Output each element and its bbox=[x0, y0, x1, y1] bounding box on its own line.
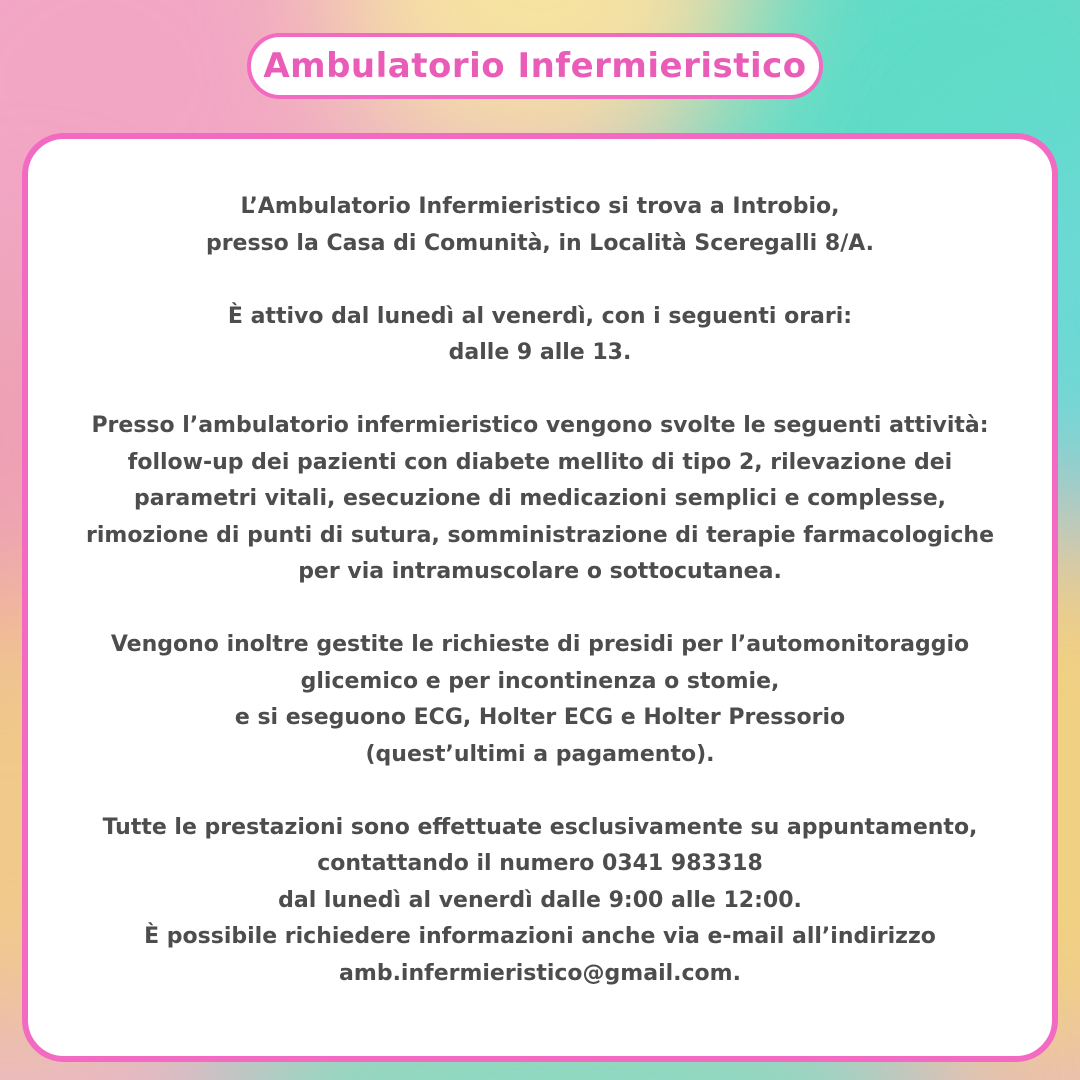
email-line: amb.infermieristico@gmail.com. bbox=[339, 960, 741, 986]
text-line: È attivo dal lunedì al venerdì, con i seguenti orari: bbox=[227, 303, 853, 329]
title-banner bbox=[247, 33, 823, 99]
text-line: per via intramuscolare o sottocutanea. bbox=[298, 559, 782, 584]
page-title: Ambulatorio Infermieristico bbox=[263, 46, 807, 86]
text-line: (quest’ultimi a pagamento). bbox=[365, 741, 715, 767]
services-paragraph bbox=[48, 627, 1032, 773]
text-line: Vengono inoltre gestite le richieste di presidi per l’automonitoraggio bbox=[110, 632, 970, 657]
text-line: È possibile richiedere informazioni anche via e-mail all’indirizzo bbox=[144, 924, 936, 949]
text-line: glicemico e per incontinenza o stomie, bbox=[300, 668, 780, 694]
text-line: Presso l’ambulatorio infermieristico vengono svolte le seguenti attività: bbox=[91, 413, 989, 438]
phone-line: contattando il numero 0341 983318 bbox=[317, 851, 763, 876]
text-line: rimozione di punti di sutura, somministrazione di terapie farmacologiche bbox=[86, 522, 994, 548]
text-line: e si eseguono ECG, Holter ECG e Holter Pressorio bbox=[234, 705, 846, 730]
text-line: presso la Casa di Comunità, in Località Sceregalli 8/A. bbox=[205, 230, 875, 256]
text-line: follow-up dei pazienti con diabete mellito di tipo 2, rilevazione dei bbox=[127, 449, 953, 475]
info-content bbox=[28, 189, 1052, 1029]
hours-paragraph bbox=[48, 299, 1032, 372]
text-line: dalle 9 alle 13. bbox=[448, 340, 632, 365]
text-line: dal lunedì al venerdì dalle 9:00 alle 12:00. bbox=[278, 887, 802, 913]
text-line: Tutte le prestazioni sono effettuate esclusivamente su appuntamento, bbox=[102, 814, 978, 840]
text-line: parametri vitali, esecuzione di medicazioni semplici e complesse, bbox=[133, 486, 947, 511]
contact-paragraph bbox=[48, 810, 1032, 993]
text-line: L’Ambulatorio Infermieristico si trova a Introbio, bbox=[240, 194, 840, 219]
activities-paragraph bbox=[48, 408, 1032, 591]
location-paragraph bbox=[48, 189, 1032, 262]
info-card bbox=[22, 133, 1058, 1062]
